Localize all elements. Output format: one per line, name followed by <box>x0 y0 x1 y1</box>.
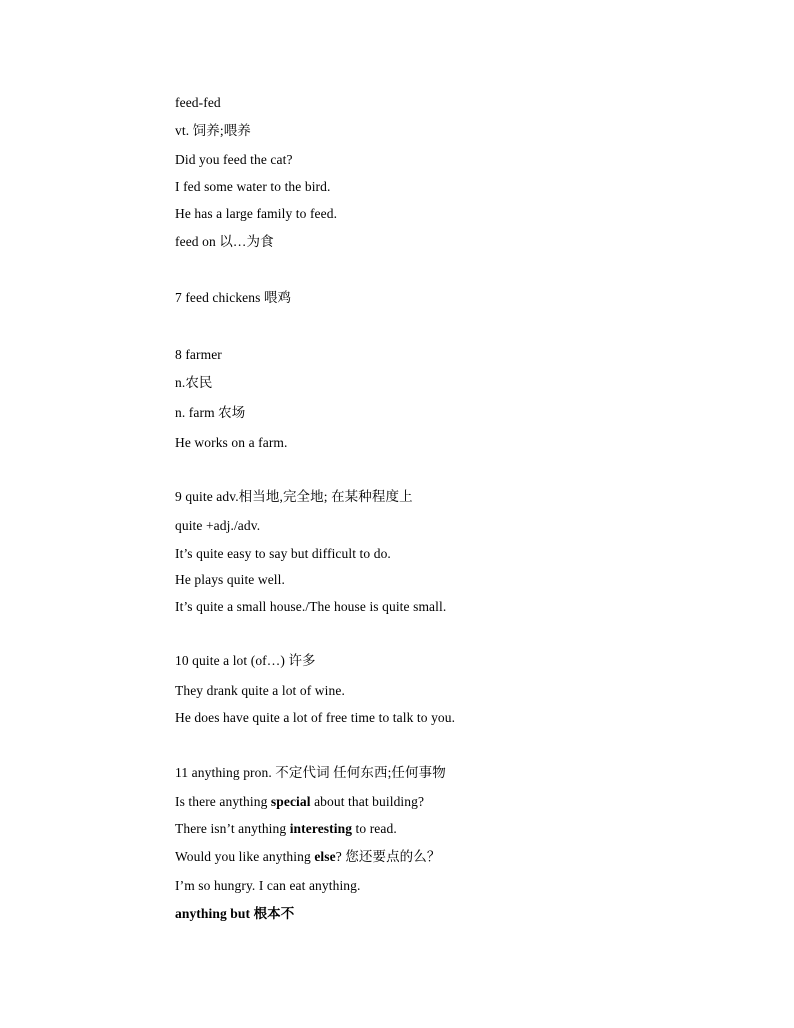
text-segment: There isn’t anything <box>175 821 290 836</box>
text-segment: about that building? <box>310 794 425 809</box>
text-line: He has a large family to feed. <box>175 206 338 221</box>
emphasis-word: special <box>270 794 311 809</box>
text-line <box>175 793 424 811</box>
section-heading: 7 feed chickens 喂鸡 <box>175 290 292 305</box>
text-line: He plays quite well. <box>175 572 285 587</box>
text-line: I fed some water to the bird. <box>175 179 331 194</box>
text-line: I’m so hungry. I can eat anything. <box>175 878 361 893</box>
text-line: feed-fed <box>175 95 221 110</box>
text-line <box>175 848 440 866</box>
text-segment: ? 您还要点的么？ <box>335 849 441 864</box>
section-heading: 10 quite a lot (of…) 许多 <box>175 653 316 668</box>
text-line: n. farm 农场 <box>175 405 246 420</box>
section-heading: 9 quite adv.相当地,完全地; 在某种程度上 <box>175 489 413 504</box>
text-segment: Is there anything <box>175 794 271 809</box>
text-line: n.农民 <box>175 375 213 390</box>
text-line: It’s quite a small house./The house is quite small. <box>175 599 447 614</box>
text-line: quite +adj./adv. <box>175 518 261 533</box>
text-line <box>175 820 397 838</box>
text-line: feed on 以…为食 <box>175 234 274 249</box>
text-line: Did you feed the cat? <box>175 152 293 167</box>
phrase-heading: anything but 根本不 <box>175 906 295 921</box>
text-line: They drank quite a lot of wine. <box>175 683 345 698</box>
section-heading: 11 anything pron. 不定代词 任何东西;任何事物 <box>175 765 446 780</box>
text-line: It’s quite easy to say but difficult to do. <box>175 546 391 561</box>
text-line: He does have quite a lot of free time to talk to you. <box>175 710 456 725</box>
emphasis-word: interesting <box>289 821 353 836</box>
emphasis-word: else <box>314 849 336 864</box>
text-segment: Would you like anything <box>175 849 315 864</box>
text-segment: to read. <box>352 821 397 836</box>
text-line: He works on a farm. <box>175 435 288 450</box>
text-line: vt. 饲养;喂养 <box>175 123 251 138</box>
section-heading: 8 farmer <box>175 347 222 362</box>
